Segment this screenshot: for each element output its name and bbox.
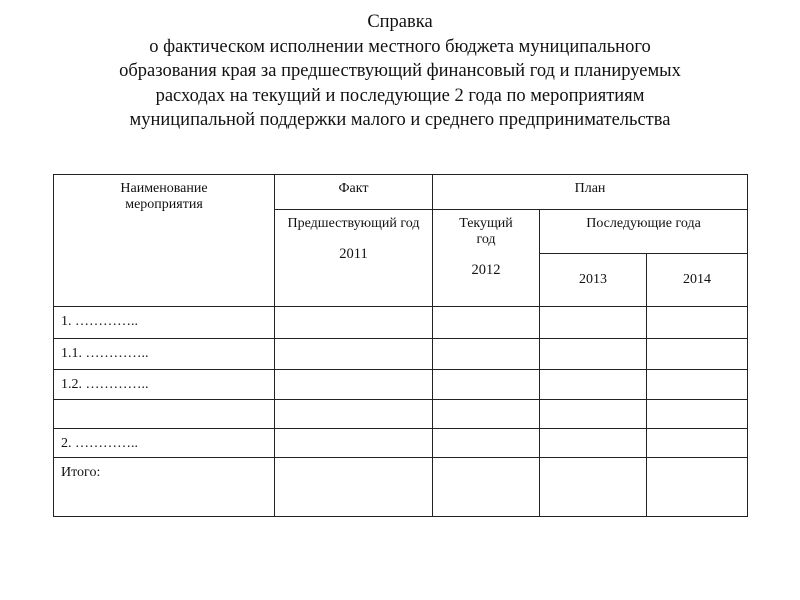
row-label-cell bbox=[54, 339, 275, 370]
row-label: 2. ………….. bbox=[61, 436, 138, 451]
header-previous-year-label: Предшествующий год bbox=[287, 216, 420, 231]
table-row bbox=[54, 339, 748, 370]
table-cell bbox=[540, 370, 647, 400]
row-label: 1. ………….. bbox=[61, 314, 138, 329]
table-cell bbox=[275, 370, 433, 400]
title-line: о фактическом исполнении местного бюджета муниципального bbox=[149, 36, 651, 57]
table-row bbox=[54, 307, 748, 339]
row-label-cell bbox=[54, 429, 275, 458]
header-name-label: Наименование мероприятия bbox=[120, 181, 208, 212]
table-cell bbox=[275, 429, 433, 458]
header-fact-label: Факт bbox=[338, 181, 369, 196]
year-current: 2012 bbox=[471, 262, 501, 278]
table-cell bbox=[540, 429, 647, 458]
title-line: муниципальной поддержки малого и среднего предпринимательства bbox=[129, 110, 671, 130]
table-cell bbox=[275, 307, 433, 339]
header-current-year-label: Текущий год bbox=[459, 216, 513, 247]
table-cell bbox=[647, 370, 748, 400]
year-previous: 2011 bbox=[339, 246, 368, 262]
table-row bbox=[54, 370, 748, 400]
table-cell bbox=[540, 307, 647, 339]
table-cell bbox=[540, 400, 647, 429]
table-cell bbox=[433, 370, 540, 400]
table-cell bbox=[540, 458, 647, 517]
table-row bbox=[54, 429, 748, 458]
total-label: Итого: bbox=[61, 465, 101, 480]
title-line: Справка bbox=[367, 12, 433, 32]
table-cell bbox=[433, 307, 540, 339]
table-cell bbox=[540, 339, 647, 370]
year-next2: 2014 bbox=[647, 254, 748, 307]
year-next1: 2013 bbox=[540, 254, 647, 307]
header-current-year bbox=[433, 210, 540, 307]
header-fact bbox=[275, 175, 433, 210]
table-cell bbox=[433, 339, 540, 370]
table-cell bbox=[647, 339, 748, 370]
header-previous-year bbox=[275, 210, 433, 307]
header-plan-label: План bbox=[574, 181, 606, 196]
title-line: образования края за предшествующий финансовый год и планируемых bbox=[119, 61, 681, 81]
table-row bbox=[54, 400, 748, 429]
table-cell bbox=[647, 429, 748, 458]
table-cell bbox=[433, 400, 540, 429]
row-label-cell bbox=[54, 370, 275, 400]
document-title bbox=[0, 10, 800, 133]
budget-table bbox=[53, 174, 748, 517]
title-line: расходах на текущий и последующие 2 года по мероприятиям bbox=[155, 85, 645, 106]
table-cell bbox=[433, 458, 540, 517]
row-label: 1.1. ………….. bbox=[61, 346, 149, 361]
header-plan bbox=[433, 175, 748, 210]
header-following-years bbox=[540, 210, 748, 254]
table-cell bbox=[275, 458, 433, 517]
row-label-cell bbox=[54, 307, 275, 339]
table-cell bbox=[275, 339, 433, 370]
table-cell bbox=[647, 307, 748, 339]
table-cell bbox=[433, 429, 540, 458]
header-following-years-label: Последующие года bbox=[586, 216, 701, 231]
table-cell bbox=[275, 400, 433, 429]
row-label: 1.2. ………….. bbox=[61, 377, 149, 392]
table-cell bbox=[647, 400, 748, 429]
table-cell bbox=[647, 458, 748, 517]
header-name-column bbox=[54, 175, 275, 307]
row-label-cell bbox=[54, 400, 275, 429]
row-label-cell bbox=[54, 458, 275, 517]
table-row-total bbox=[54, 458, 748, 517]
